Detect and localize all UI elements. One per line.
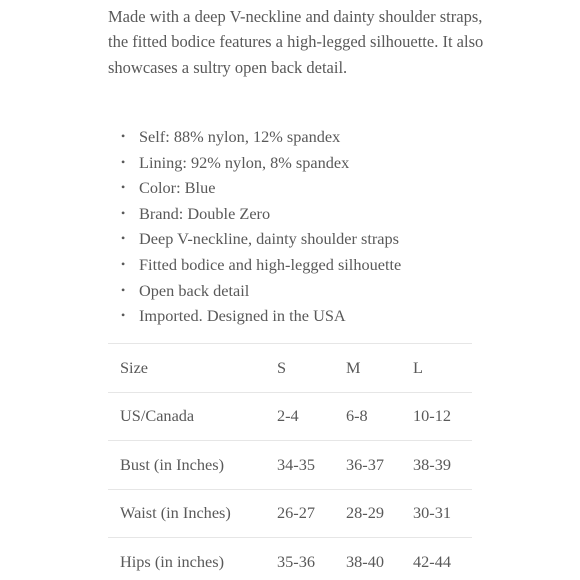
- table-row: [108, 538, 472, 580]
- table-cell: 10-12: [413, 406, 451, 426]
- table-row: [108, 441, 472, 490]
- table-cell: Bust (in Inches): [120, 454, 224, 474]
- list-item: [120, 201, 401, 227]
- header-cell: L: [413, 357, 423, 377]
- list-item: [120, 124, 401, 150]
- bullet-icon: •: [121, 282, 126, 297]
- table-cell: Waist (in Inches): [120, 503, 231, 523]
- table-cell: Hips (in inches): [120, 551, 224, 571]
- list-item: [120, 175, 401, 201]
- feature-text: Brand: Double Zero: [139, 203, 271, 223]
- feature-text: Lining: 92% nylon, 8% spandex: [139, 152, 350, 172]
- list-item: [120, 226, 401, 252]
- product-description: Made with a deep V-neckline and dainty shoulder straps, the fitted bodice features a high-legged silhouette. It also showcases a sultry open back detail.: [108, 7, 484, 77]
- table-cell: 26-27: [277, 503, 315, 523]
- header-cell: S: [277, 357, 287, 377]
- table-cell: 28-29: [346, 503, 384, 523]
- table-cell: 2-4: [277, 406, 299, 426]
- list-item: [120, 252, 401, 278]
- bullet-icon: •: [121, 231, 126, 246]
- table-cell: 38-40: [346, 551, 384, 571]
- feature-text: Imported. Designed in the USA: [139, 306, 346, 326]
- table-header-row: [108, 344, 472, 393]
- feature-text: Fitted bodice and high-legged silhouette: [139, 254, 402, 274]
- header-cell: Size: [120, 357, 149, 377]
- bullet-icon: •: [121, 256, 126, 271]
- table-cell: 35-36: [277, 551, 315, 571]
- table-cell: 42-44: [413, 551, 451, 571]
- table-cell: 36-37: [346, 454, 384, 474]
- table-cell: US/Canada: [120, 406, 195, 426]
- list-item: [120, 303, 401, 329]
- feature-text: Open back detail: [139, 280, 250, 300]
- feature-text: Deep V-neckline, dainty shoulder straps: [139, 229, 399, 249]
- table-cell: 38-39: [413, 454, 451, 474]
- table-row: [108, 489, 472, 538]
- size-chart-table: [108, 343, 472, 580]
- bullet-icon: •: [121, 154, 126, 169]
- table-cell: 30-31: [413, 503, 451, 523]
- feature-list: [120, 124, 401, 329]
- header-cell: M: [346, 357, 361, 377]
- feature-text: Color: Blue: [139, 178, 216, 198]
- bullet-icon: •: [121, 180, 126, 195]
- table-row: [108, 392, 472, 441]
- table-cell: 6-8: [346, 406, 368, 426]
- bullet-icon: •: [121, 205, 126, 220]
- list-item: [120, 278, 401, 304]
- table-cell: 34-35: [277, 454, 315, 474]
- list-item: [120, 150, 401, 176]
- bullet-icon: •: [121, 129, 126, 143]
- feature-text: Self: 88% nylon, 12% spandex: [139, 127, 341, 146]
- bullet-icon: •: [121, 308, 126, 323]
